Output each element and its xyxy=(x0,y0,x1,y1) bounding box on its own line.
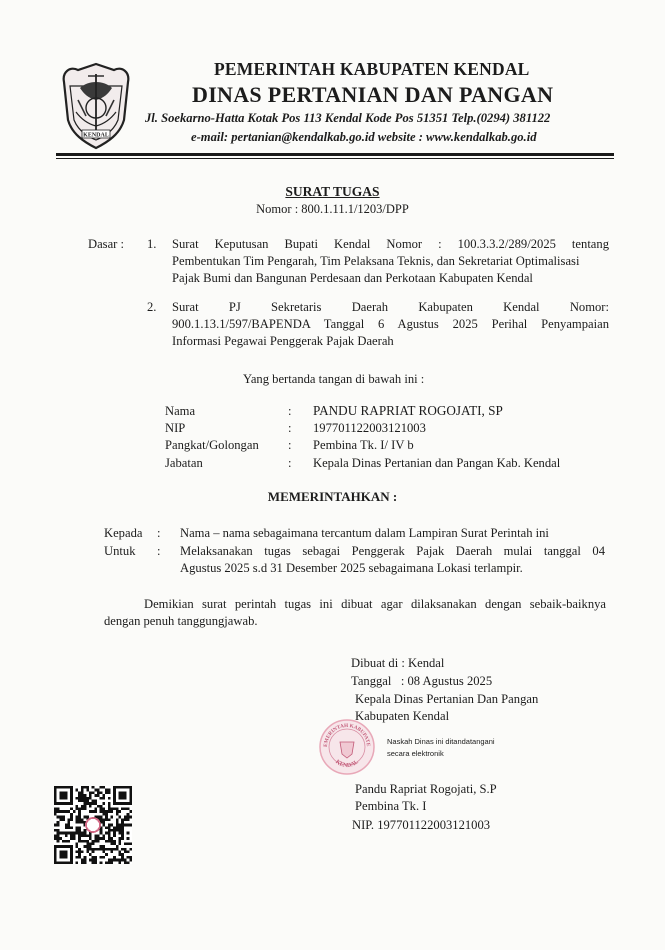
signer-label-position: Jabatan xyxy=(165,456,203,470)
dasar-item-2-line-2: 900.1.13.1/597/BAPENDA Tanggal 6 Agustus 2025 Perihal Penyampaian xyxy=(172,317,609,331)
esign-line-1: Naskah Dinas ini ditandatangani xyxy=(387,737,495,746)
signer-value-rank: Pembina Tk. I/ IV b xyxy=(313,438,414,452)
dasar-label: Dasar : xyxy=(88,237,125,251)
dasar-item-2-num: 2. xyxy=(147,300,157,314)
untuk-label: Untuk xyxy=(104,544,136,558)
electronic-seal-stamp xyxy=(318,718,376,776)
kendal-coat-of-arms-logo xyxy=(58,60,134,150)
dasar-item-1-line-3: Pajak Bumi dan Bangunan Perdesaan dan Perkotaan Kabupaten Kendal xyxy=(172,271,533,285)
electronic-signature-note xyxy=(387,736,495,760)
signer-title-1: Kepala Dinas Pertanian Dan Pangan xyxy=(355,692,539,706)
header-government: PEMERINTAH KABUPATEN KENDAL xyxy=(214,59,530,79)
header-rule-thick xyxy=(56,153,614,156)
stamp-text-top: EMERINTAH KABUPATE xyxy=(322,722,372,748)
signer-nip: NIP. 197701122003121003 xyxy=(352,818,491,832)
dasar-item-1 xyxy=(172,236,609,287)
dasar-item-1-line-2: Pembentukan Tim Pengarah, Tim Pelaksana Teknis, dan Sekretariat Optimalisasi xyxy=(172,254,580,268)
closing-line-2: dengan penuh tanggungjawab. xyxy=(104,614,258,628)
signer-label-rank: Pangkat/Golongan xyxy=(165,438,259,452)
esign-line-2: secara elektronik xyxy=(387,749,444,758)
logo-text: KENDAL xyxy=(83,132,109,139)
signer-colon-nip: : xyxy=(288,421,292,435)
dasar-item-2-line-1: Surat PJ Sekretaris Daerah Kabupaten Kendal Nomor: xyxy=(172,300,609,314)
untuk-colon: : xyxy=(157,544,161,558)
signer-name: Pandu Rapriat Rogojati, S.P xyxy=(355,782,497,796)
document-number: Nomor : 800.1.11.1/1203/DPP xyxy=(256,202,409,216)
header-contact: e-mail: pertanian@kendalkab.go.id website : www.kendalkab.go.id xyxy=(191,130,537,144)
verification-qr-code[interactable] xyxy=(54,786,132,864)
signer-colon-position: : xyxy=(288,456,292,470)
header-address: Jl. Soekarno-Hatta Kotak Pos 113 Kendal Kode Pos 51351 Telp.(0294) 381122 xyxy=(145,111,551,125)
signed-place: Dibuat di : Kendal xyxy=(351,656,445,670)
signer-value-nip: 197701122003121003 xyxy=(313,421,426,435)
kepada-colon: : xyxy=(157,526,161,540)
header-rule-thin xyxy=(56,158,614,159)
dasar-item-2-line-3: Informasi Pegawai Penggerak Pajak Daerah xyxy=(172,334,394,348)
header-agency: DINAS PERTANIAN DAN PANGAN xyxy=(192,82,554,107)
signer-value-name: PANDU RAPRIAT ROGOJATI, SP xyxy=(313,403,503,418)
order-heading: MEMERINTAHKAN : xyxy=(267,489,398,504)
signer-label-nip: NIP xyxy=(165,421,186,435)
untuk-value-line-2: Agustus 2025 s.d 31 Desember 2025 sebagaimana Lokasi terlampir. xyxy=(180,561,523,575)
untuk-value-line-1: Melaksanakan tugas sebagai Penggerak Pajak Daerah mulai tanggal 04 xyxy=(180,544,605,558)
signed-date: Tanggal : 08 Agustus 2025 xyxy=(351,674,493,688)
stamp-text-bottom: KENDAL xyxy=(334,759,360,770)
signer-value-position: Kepala Dinas Pertanian dan Pangan Kab. Kendal xyxy=(313,456,561,470)
signer-rank: Pembina Tk. I xyxy=(355,799,427,813)
kepada-label: Kepada xyxy=(104,526,143,540)
document-title: SURAT TUGAS xyxy=(285,184,380,199)
closing-paragraph xyxy=(104,596,606,630)
kepada-value: Nama – nama sebagaimana tercantum dalam Lampiran Surat Perintah ini xyxy=(180,526,549,540)
closing-line-1: Demikian surat perintah tugas ini dibuat agar dilaksanakan dengan sebaik-baiknya xyxy=(144,597,606,611)
signer-label-name: Nama xyxy=(165,404,196,418)
dasar-item-1-line-1: Surat Keputusan Bupati Kendal Nomor : 100.3.3.2/289/2025 tentang xyxy=(172,237,609,251)
dasar-item-1-num: 1. xyxy=(147,237,157,251)
signer-intro: Yang bertanda tangan di bawah ini : xyxy=(243,372,425,386)
dasar-item-2 xyxy=(172,299,609,350)
signer-colon-rank: : xyxy=(288,438,292,452)
signer-title-2: Kabupaten Kendal xyxy=(355,709,450,723)
signer-colon-name: : xyxy=(288,404,292,418)
untuk-value xyxy=(180,543,605,577)
